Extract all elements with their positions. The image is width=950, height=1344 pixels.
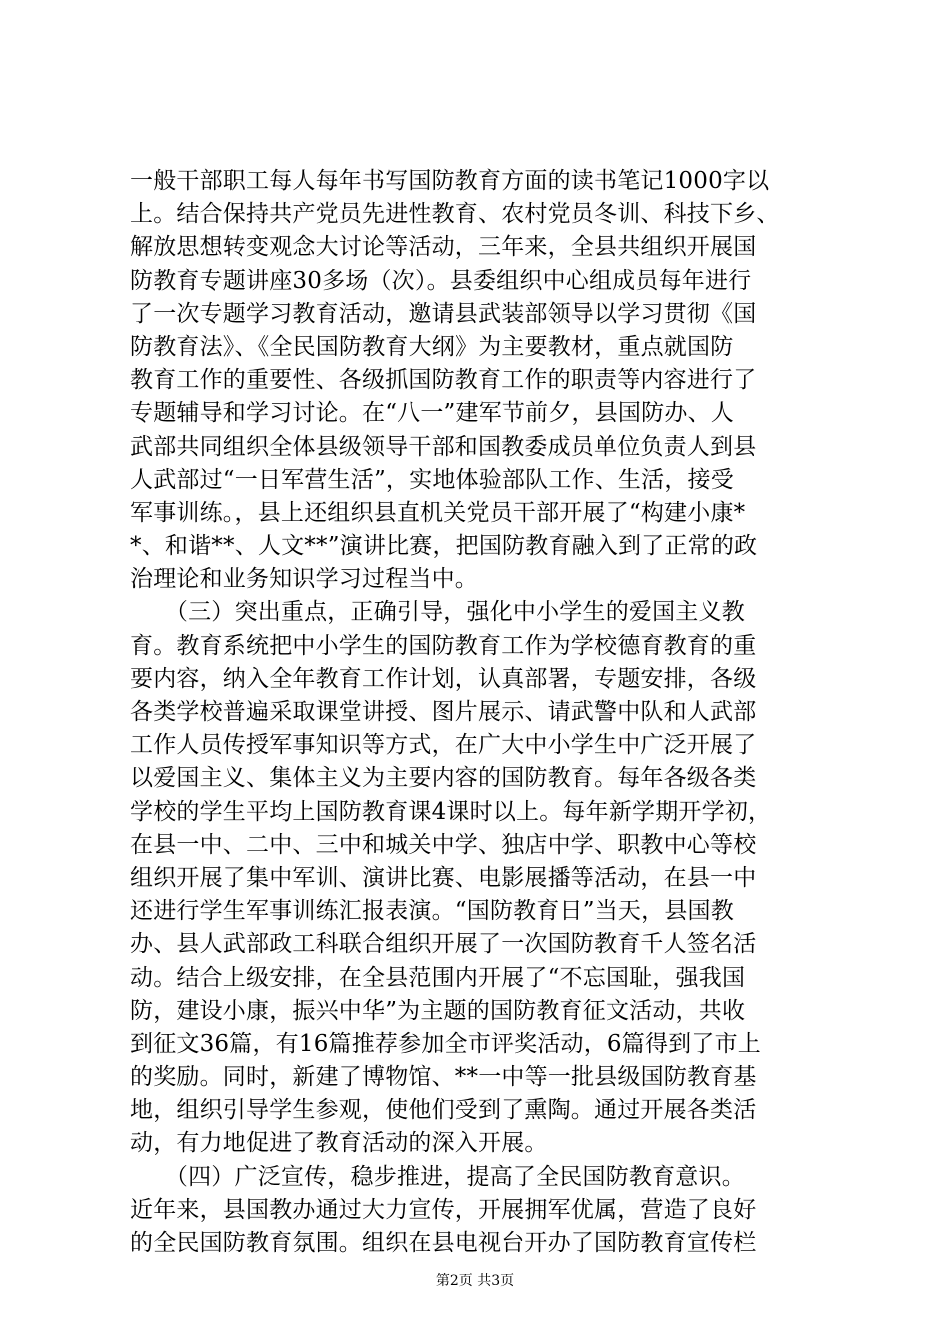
text-line: 人武部过“一日军营生活”，实地体验部队工作、生活，接受 bbox=[130, 466, 734, 493]
text-line: 上。结合保持共产党员先进性教育、农村党员冬训、科技下乡、 bbox=[130, 201, 780, 228]
text-line: 一般干部职工每人每年书写国防教育方面的读书笔记1000字以 bbox=[130, 168, 770, 194]
text-line: 各类学校普遍采取课堂讲授、图片展示、请武警中队和人武部 bbox=[130, 699, 757, 725]
text-line: 地，组织引导学生参观，使他们受到了熏陶。通过开展各类活 bbox=[130, 1097, 757, 1124]
text-line: 还进行学生军事训练汇报表演。“国防教育日”当天，县国教 bbox=[130, 898, 734, 925]
text-line: （三）突出重点，正确引导，强化中小学生的爱国主义教 bbox=[130, 599, 745, 626]
text-line: 军事训练。，县上还组织县直机关党员干部开展了“构建小康* bbox=[130, 499, 746, 526]
text-line: 办、县人武部政工科联合组织开展了一次国防教育千人签名活 bbox=[130, 931, 757, 958]
page-footer: 第2页 共3页 bbox=[435, 1273, 515, 1289]
text-line: 动。结合上级安排，在全县范围内开展了“不忘国耻，强我国 bbox=[130, 964, 746, 991]
text-line: 以爱国主义、集体主义为主要内容的国防教育。每年各级各类 bbox=[130, 765, 757, 792]
text-line: *、和谐**、人文**”演讲比赛，把国防教育融入到了正常的政 bbox=[130, 533, 758, 560]
text-line: 治理论和业务知识学习过程当中。 bbox=[130, 566, 478, 593]
text-line: 了一次专题学习教育活动，邀请县武装部领导以学习贯彻《国 bbox=[130, 300, 757, 327]
text-line: 近年来，县国教办通过大力宣传，开展拥军优属，营造了良好 bbox=[130, 1196, 757, 1223]
text-line: 防，建设小康，振兴中华”为主题的国防教育征文活动，共收 bbox=[130, 997, 746, 1024]
text-line: 组织开展了集中军训、演讲比赛、电影展播等活动，在县一中 bbox=[130, 864, 757, 891]
text-line: 要内容，纳入全年教育工作计划，认真部署，专题安排，各级 bbox=[130, 665, 757, 692]
text-line: 工作人员传授军事知识等方式，在广大中小学生中广泛开展了 bbox=[130, 732, 757, 759]
text-line: 武部共同组织全体县级领导干部和国教委成员单位负责人到县 bbox=[130, 433, 757, 460]
text-line: 学校的学生平均上国防教育课4课时以上。每年新学期开学初， bbox=[130, 798, 772, 825]
text-line: 的奖励。同时，新建了博物馆、**一中等一批县级国防教育基 bbox=[130, 1064, 757, 1091]
text-line: 动，有力地促进了教育活动的深入开展。 bbox=[130, 1130, 548, 1157]
text-line: 专题辅导和学习讨论。在“八一”建军节前夕，县国防办、人 bbox=[130, 400, 734, 427]
text-line: 防教育法》、《全民国防教育大纲》为主要教材，重点就国防 bbox=[130, 333, 734, 360]
text-line: 育。教育系统把中小学生的国防教育工作为学校德育教育的重 bbox=[130, 632, 757, 659]
text-line: 解放思想转变观念大讨论等活动，三年来，全县共组织开展国 bbox=[130, 234, 757, 261]
text-line: 防教育专题讲座30多场（次）。县委组织中心组成员每年进行 bbox=[130, 267, 752, 294]
text-line: （四）广泛宣传，稳步推进，提高了全民国防教育意识。 bbox=[130, 1163, 745, 1190]
document-body bbox=[130, 165, 825, 1260]
text-line: 在县一中、二中、三中和城关中学、独店中学、职教中心等校 bbox=[130, 831, 757, 858]
text-line: 的全民国防教育氛围。组织在县电视台开办了国防教育宣传栏 bbox=[130, 1230, 757, 1256]
text-line: 教育工作的重要性、各级抓国防教育工作的职责等内容进行了 bbox=[130, 367, 757, 394]
text-line: 到征文36篇，有16篇推荐参加全市评奖活动，6篇得到了市上 bbox=[130, 1030, 761, 1057]
